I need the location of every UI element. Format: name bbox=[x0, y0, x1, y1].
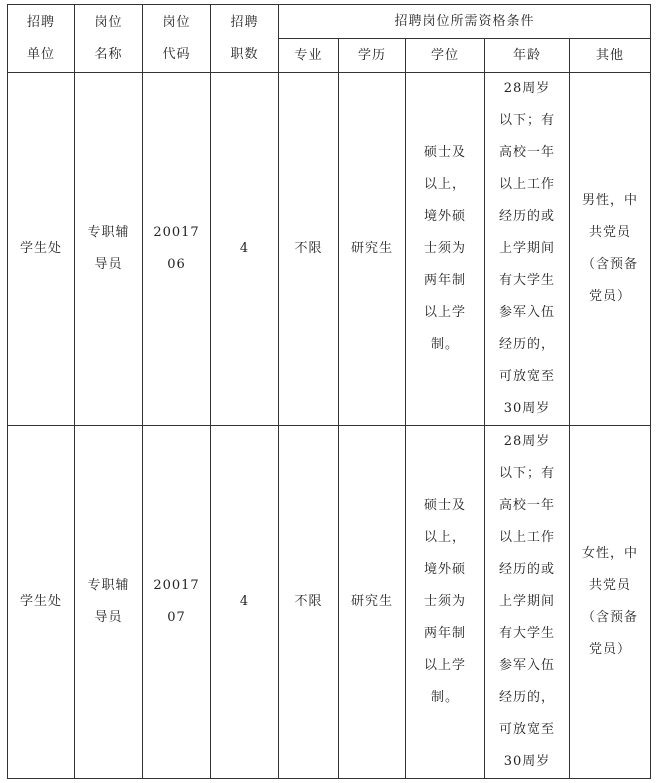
cell-other bbox=[570, 426, 651, 779]
cell-post-code-text: 2001707 bbox=[153, 578, 200, 625]
table-row bbox=[8, 73, 651, 426]
header-conditions: 招聘岗位所需资格条件 bbox=[279, 5, 651, 39]
cell-post-name-text: 专职辅导员 bbox=[87, 225, 130, 272]
cell-degree bbox=[406, 426, 485, 779]
cell-unit: 学生处 bbox=[8, 73, 75, 426]
header-unit: 招聘 单位 bbox=[8, 5, 75, 73]
cell-degree bbox=[406, 73, 485, 426]
header-age: 年龄 bbox=[485, 39, 570, 73]
table-row bbox=[8, 426, 651, 779]
cell-post-code bbox=[143, 426, 211, 779]
header-major: 专业 bbox=[279, 39, 339, 73]
cell-education: 研究生 bbox=[339, 73, 406, 426]
recruitment-table bbox=[7, 4, 651, 779]
cell-other-text: 女性，中共党员（含预备党员） bbox=[581, 546, 638, 657]
cell-age bbox=[485, 426, 570, 779]
cell-major: 不限 bbox=[279, 73, 339, 426]
cell-unit: 学生处 bbox=[8, 426, 75, 779]
header-post-code: 岗位 代码 bbox=[143, 5, 211, 73]
cell-major: 不限 bbox=[279, 426, 339, 779]
cell-post-code-text: 2001706 bbox=[153, 225, 200, 272]
cell-age bbox=[485, 73, 570, 426]
header-education: 学历 bbox=[339, 39, 406, 73]
cell-post-name bbox=[75, 73, 143, 426]
header-count: 招聘 职数 bbox=[211, 5, 279, 73]
cell-count: 4 bbox=[211, 426, 279, 779]
cell-age-text: 28周岁以下；有高校一年以上工作经历的或上学期间有大学生参军入伍经历的，可放宽至30周岁 bbox=[498, 81, 555, 416]
cell-post-name-text: 专职辅导员 bbox=[87, 578, 130, 625]
cell-post-name bbox=[75, 426, 143, 779]
cell-count: 4 bbox=[211, 73, 279, 426]
header-other: 其他 bbox=[570, 39, 651, 73]
cell-age-text: 28周岁以下；有高校一年以上工作经历的或上学期间有大学生参军入伍经历的，可放宽至30周岁 bbox=[498, 434, 555, 769]
cell-other bbox=[570, 73, 651, 426]
cell-degree-text: 硕士及以上，境外硕士须为两年制以上学制。 bbox=[423, 498, 466, 705]
cell-other-text: 男性，中共党员（含预备党员） bbox=[581, 193, 638, 304]
header-post-name: 岗位 名称 bbox=[75, 5, 143, 73]
cell-post-code bbox=[143, 73, 211, 426]
cell-degree-text: 硕士及以上，境外硕士须为两年制以上学制。 bbox=[423, 145, 466, 352]
header-degree: 学位 bbox=[406, 39, 485, 73]
cell-education: 研究生 bbox=[339, 426, 406, 779]
